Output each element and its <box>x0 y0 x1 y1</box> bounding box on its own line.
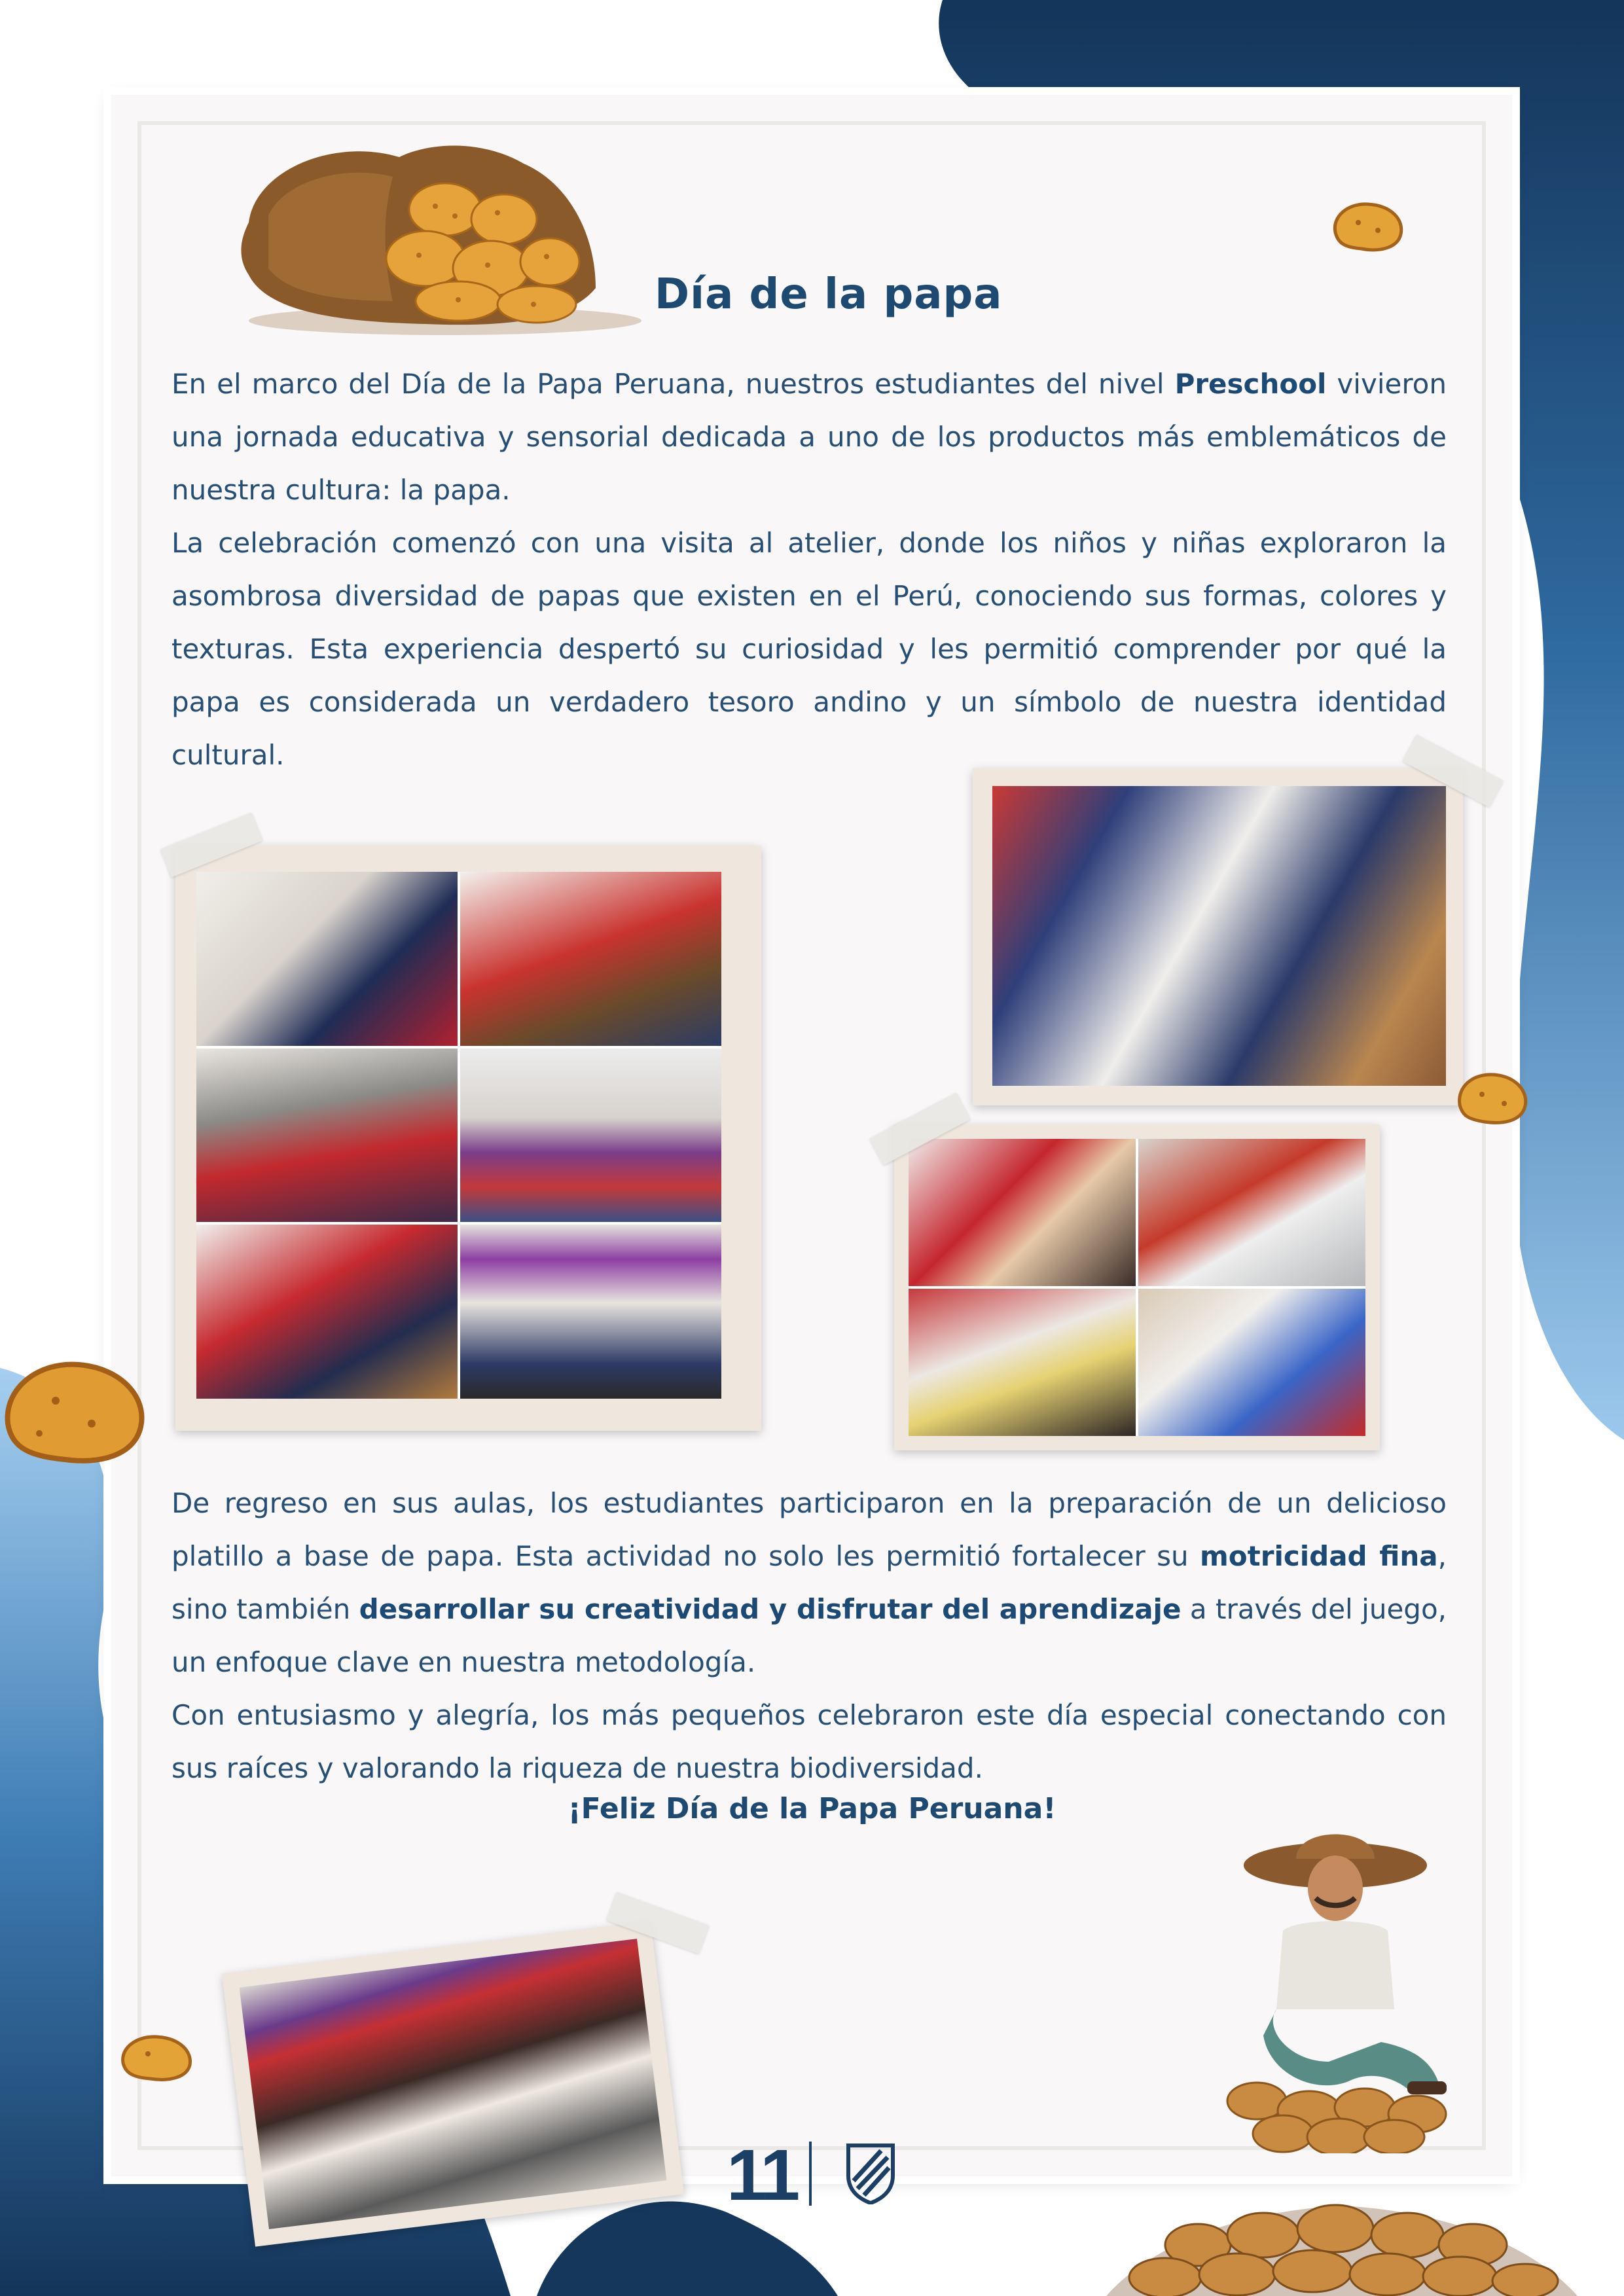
children-exploring-photo <box>973 768 1463 1105</box>
intro-sentence-2: La celebración comenzó con una visita al atelier, donde los niños y niñas exploraron la asombrosa diversidad de papas que existen en el Perú, conociendo sus formas, colores y texturas. Esta experiencia despertó su curiosidad y les permitió comprender por qué la papa es considerada un verdadero tesoro andino y un símbolo de nuestra identidad cultural. <box>171 527 1447 771</box>
closing-line: ¡Feliz Día de la Papa Peruana! <box>568 1792 1056 1825</box>
collage-tile <box>909 1139 1136 1286</box>
page-title: Día de la papa <box>655 270 1003 319</box>
girl-holding-potato-photo <box>222 1921 684 2246</box>
collage-tile <box>1138 1139 1365 1286</box>
potato-icon <box>0 1352 151 1469</box>
photo-image <box>240 1939 667 2229</box>
atelier-collage-photo <box>175 846 761 1431</box>
body-sentence-1: De regreso en sus aulas, los estudiantes participaron en la preparación de un delicioso platillo a base de papa. Esta actividad no solo les permitió fortalecer su motricidad fina, sino también desarrollar su creatividad y disfrutar del aprendizaje a través del juego, un enfoque clave en nuestra metodología. <box>171 1487 1447 1678</box>
collage-tile <box>196 872 458 1046</box>
intro-sentence-1: En el marco del Día de la Papa Peruana, nuestros estudiantes del nivel Preschool vivieron una jornada educativa y sensorial dedicada a uno de los productos más emblemáticos de nuestra cultura: la papa. <box>171 368 1447 506</box>
page-divider <box>809 2142 812 2206</box>
photo-image <box>992 786 1446 1086</box>
potato-icon <box>1329 196 1407 255</box>
potato-icon <box>1453 1067 1532 1129</box>
collage-tile <box>460 1049 721 1223</box>
fine-motor-emphasis: motricidad fina <box>1200 1540 1438 1572</box>
potato-pile-icon <box>1106 2173 1578 2296</box>
potato-sack-icon <box>229 144 655 340</box>
creativity-emphasis: desarrollar su creatividad y disfrutar del aprendizaje <box>359 1593 1182 1625</box>
preschool-emphasis: Preschool <box>1174 368 1327 400</box>
intro-text <box>171 357 1447 781</box>
collage-tile <box>196 1225 458 1399</box>
page-number: 11 <box>727 2135 798 2215</box>
collage-tile <box>460 1225 721 1399</box>
school-crest-icon <box>844 2142 897 2204</box>
collage-tile <box>909 1289 1136 1436</box>
body-text <box>171 1477 1447 1795</box>
cooking-collage-photo <box>894 1124 1380 1450</box>
collage-tile <box>1138 1289 1365 1436</box>
body-sentence-2: Con entusiasmo y alegría, los más pequeños celebraron este día especial conectando con sus raíces y valorando la riqueza de nuestra biodiversidad. <box>171 1699 1447 1784</box>
collage-tile <box>460 872 721 1046</box>
potato-icon <box>118 2029 196 2085</box>
collage-tile <box>196 1049 458 1223</box>
farmer-illustration-icon <box>1198 1813 1486 2153</box>
